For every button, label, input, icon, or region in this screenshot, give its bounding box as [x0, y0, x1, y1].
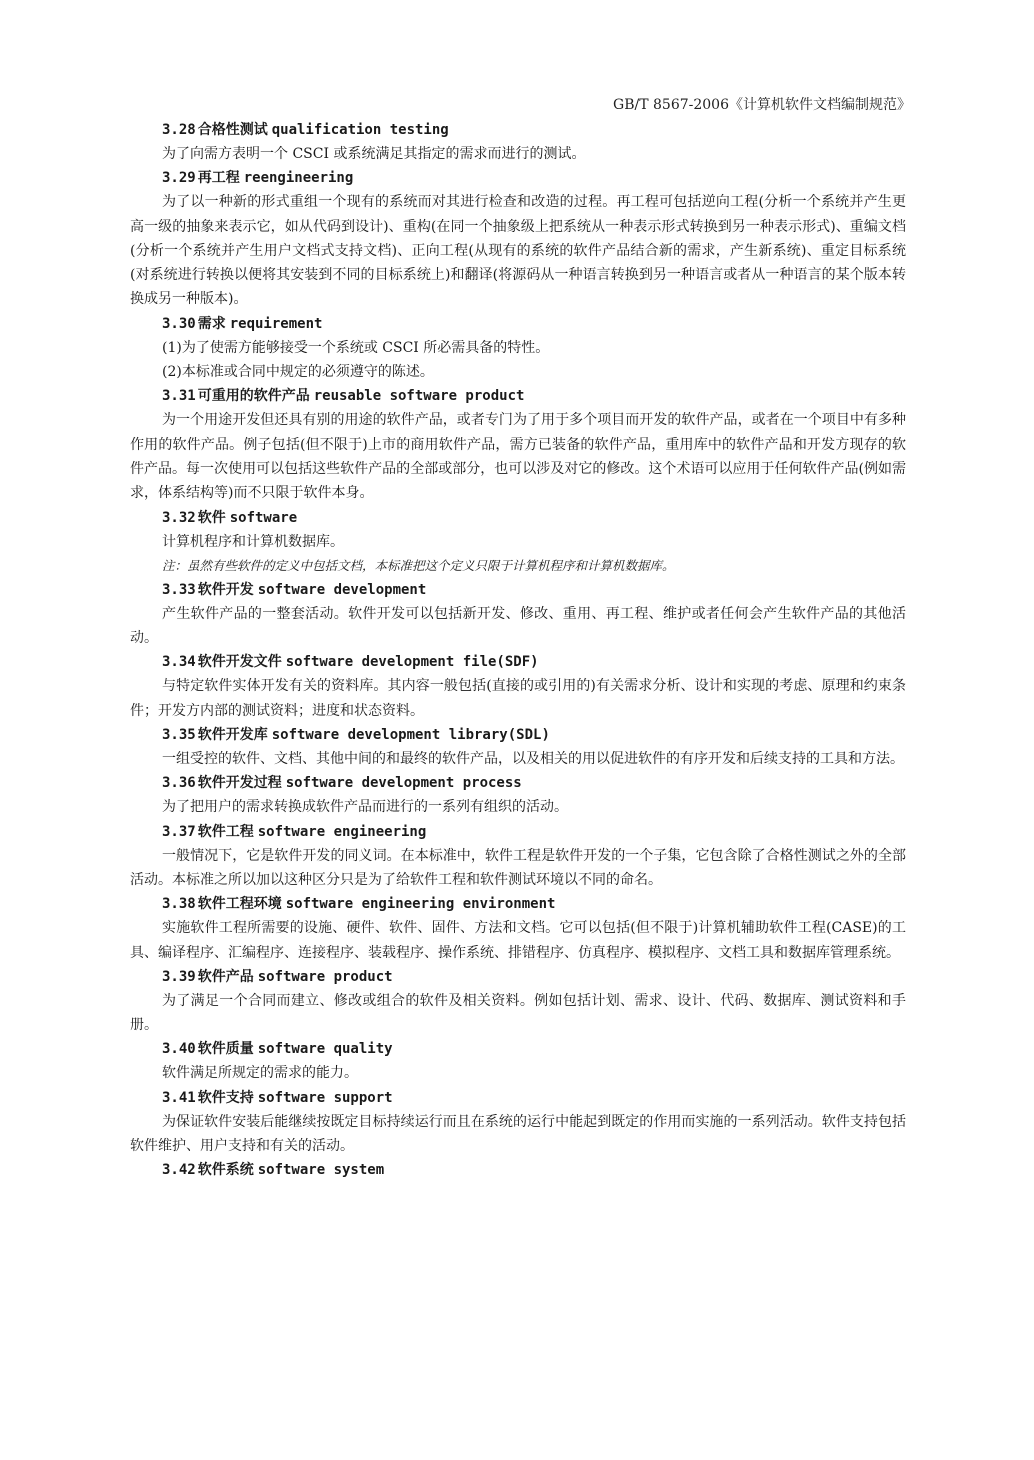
- definition-text: 实施软件工程所需要的设施、硬件、软件、固件、方法和文档。它可以包括(但不限于)计算机辅助软件工程(CASE)的工具、编译程序、汇编程序、连接程序、装载程序、操作系统、排错程序、仿真程序、模拟程序、文档工具和数据库管理系统。: [130, 920, 906, 961]
- running-header: GB/T 8567-2006《计算机软件文档编制规范》: [613, 97, 911, 113]
- definition-text: 与特定软件实体开发有关的资料库。其内容一般包括(直接的或引用的)有关需求分析、设计和实现的考虑、原理和约束条件；开发方内部的测试资料；进度和状态资料。: [130, 678, 906, 719]
- term-chinese: 软件支持: [197, 1089, 254, 1106]
- term-chinese: 合格性测试: [197, 122, 268, 138]
- term-number: 3.32: [162, 509, 196, 526]
- term-heading: [130, 723, 906, 747]
- term-number: 3.37: [162, 823, 196, 840]
- term-heading: [130, 771, 906, 795]
- definition-text: 为了把用户的需求转换成软件产品而进行的一系列有组织的活动。: [162, 799, 568, 816]
- term-english: software engineering: [257, 823, 427, 840]
- term-number: 3.38: [162, 896, 196, 913]
- term-english: reusable software product: [313, 388, 525, 405]
- term-english: software: [229, 509, 298, 526]
- term-chinese: 软件开发过程: [197, 775, 282, 792]
- definition-text: 为了以一种新的形式重组一个现有的系统而对其进行检查和改造的过程。再工程可包括逆向工程(分析一个系统并产生更高一级的抽象来表示它，如从代码到设计)、重构(在同一个抽象级上把系统从一种表示形式转换到另一种表示形式)、重编文档(分析一个系统并产生用户文档式支持文档)、正向工程(从现有的系统的软件产品结合新的需求，产生新系统)、重定目标系统(对系统进行转换以便将其安装到不同的目标系统上)和翻译(将源码从一种语言转换到另一种语言或者从一种语言的某个版本转换成另一种版本)。: [130, 194, 906, 308]
- definition-text: 为一个用途开发但还具有别的用途的软件产品，或者专门为了用于多个项目而开发的软件产品，或者在一个项目中有多种作用的软件产品。例子包括(但不限于)上市的商用软件产品，需方已装备的软件产品，重用库中的软件产品和开发方现存的软件产品。每一次使用可以包括这些软件产品的全部或部分，也可以涉及对它的修改。这个术语可以应用于任何软件产品(例如需求，体系结构等)而不只限于软件本身。: [130, 412, 906, 502]
- definition-text: 产生软件产品的一整套活动。软件开发可以包括新开发、修改、重用、再工程、维护或者任何会产生软件产品的其他活动。: [130, 605, 906, 647]
- term-heading: [130, 1158, 906, 1182]
- term-english: software quality: [257, 1041, 393, 1058]
- definition-text: 计算机程序和计算机数据库。: [162, 533, 344, 550]
- term-english: software development process: [285, 775, 522, 792]
- term-english: requirement: [229, 315, 323, 332]
- term-number: 3.40: [162, 1041, 196, 1058]
- term-chinese: 软件工程: [197, 823, 254, 840]
- term-english: qualification testing: [271, 122, 449, 138]
- term-heading: [130, 506, 906, 530]
- term-heading: [130, 1037, 906, 1061]
- term-number: 3.28: [162, 122, 196, 138]
- term-chinese: 再工程: [197, 170, 240, 187]
- term-english: software engineering environment: [285, 896, 556, 913]
- term-heading: [130, 578, 906, 602]
- term-heading: [130, 384, 906, 408]
- term-number: 3.35: [162, 727, 196, 744]
- term-number: 3.34: [162, 654, 196, 671]
- term-chinese: 软件开发库: [197, 727, 268, 744]
- term-english: software system: [257, 1162, 385, 1179]
- term-chinese: 可重用的软件产品: [197, 388, 310, 405]
- term-heading: [130, 118, 906, 142]
- term-chinese: 软件系统: [197, 1162, 254, 1179]
- term-english: software product: [257, 968, 393, 985]
- term-chinese: 需求: [197, 315, 226, 332]
- term-number: 3.42: [162, 1162, 196, 1179]
- term-heading: [130, 166, 906, 190]
- term-chinese: 软件: [197, 509, 226, 526]
- term-chinese: 软件开发: [197, 581, 254, 598]
- term-heading: [130, 312, 906, 336]
- definition-text: (1)为了使需方能够接受一个系统或 CSCI 所必需具备的特性。: [162, 339, 550, 356]
- term-chinese: 软件质量: [197, 1041, 254, 1058]
- definition-text: 为保证软件安装后能继续按既定目标持续运行而且在系统的运行中能起到既定的作用而实施的一系列活动。软件支持包括软件维护、用户支持和有关的活动。: [130, 1113, 906, 1155]
- term-chinese: 软件产品: [197, 968, 254, 985]
- term-english: software development: [257, 581, 427, 598]
- term-heading: [130, 650, 906, 674]
- term-english: reengineering: [243, 170, 354, 187]
- term-number: 3.39: [162, 968, 196, 985]
- definition-text: 为了向需方表明一个 CSCI 或系统满足其指定的需求而进行的测试。: [162, 146, 586, 162]
- definition-note: 注：虽然有些软件的定义中包括文档，本标准把这个定义只限于计算机程序和计算机数据库。: [162, 557, 675, 573]
- term-number: 3.36: [162, 775, 196, 792]
- definition-text: (2)本标准或合同中规定的必须遵守的陈述。: [162, 364, 434, 381]
- term-english: software development library(SDL): [271, 727, 550, 744]
- term-number: 3.29: [162, 170, 196, 187]
- term-number: 3.31: [162, 388, 196, 405]
- term-number: 3.33: [162, 581, 196, 598]
- definitions-list: [130, 118, 906, 1182]
- term-english: software development file(SDF): [285, 654, 539, 671]
- term-heading: [130, 965, 906, 989]
- term-chinese: 软件工程环境: [197, 896, 282, 913]
- definition-text: 为了满足一个合同而建立、修改或组合的软件及相关资料。例如包括计划、需求、设计、代码、数据库、测试资料和手册。: [130, 992, 906, 1034]
- definition-text: 一组受控的软件、文档、其他中间的和最终的软件产品，以及相关的用以促进软件的有序开发和后续支持的工具和方法。: [162, 751, 904, 768]
- definition-text: 一般情况下，它是软件开发的同义词。在本标准中，软件工程是软件开发的一个子集，它包含除了合格性测试之外的全部活动。本标准之所以加以这种区分只是为了给软件工程和软件测试环境以不同的命名。: [130, 847, 906, 888]
- term-number: 3.41: [162, 1089, 196, 1106]
- term-number: 3.30: [162, 315, 196, 332]
- term-english: software support: [257, 1089, 393, 1106]
- term-heading: [130, 892, 906, 916]
- term-heading: [130, 1086, 906, 1110]
- term-heading: [130, 820, 906, 844]
- definition-text: 软件满足所规定的需求的能力。: [162, 1065, 358, 1082]
- term-chinese: 软件开发文件: [197, 654, 282, 671]
